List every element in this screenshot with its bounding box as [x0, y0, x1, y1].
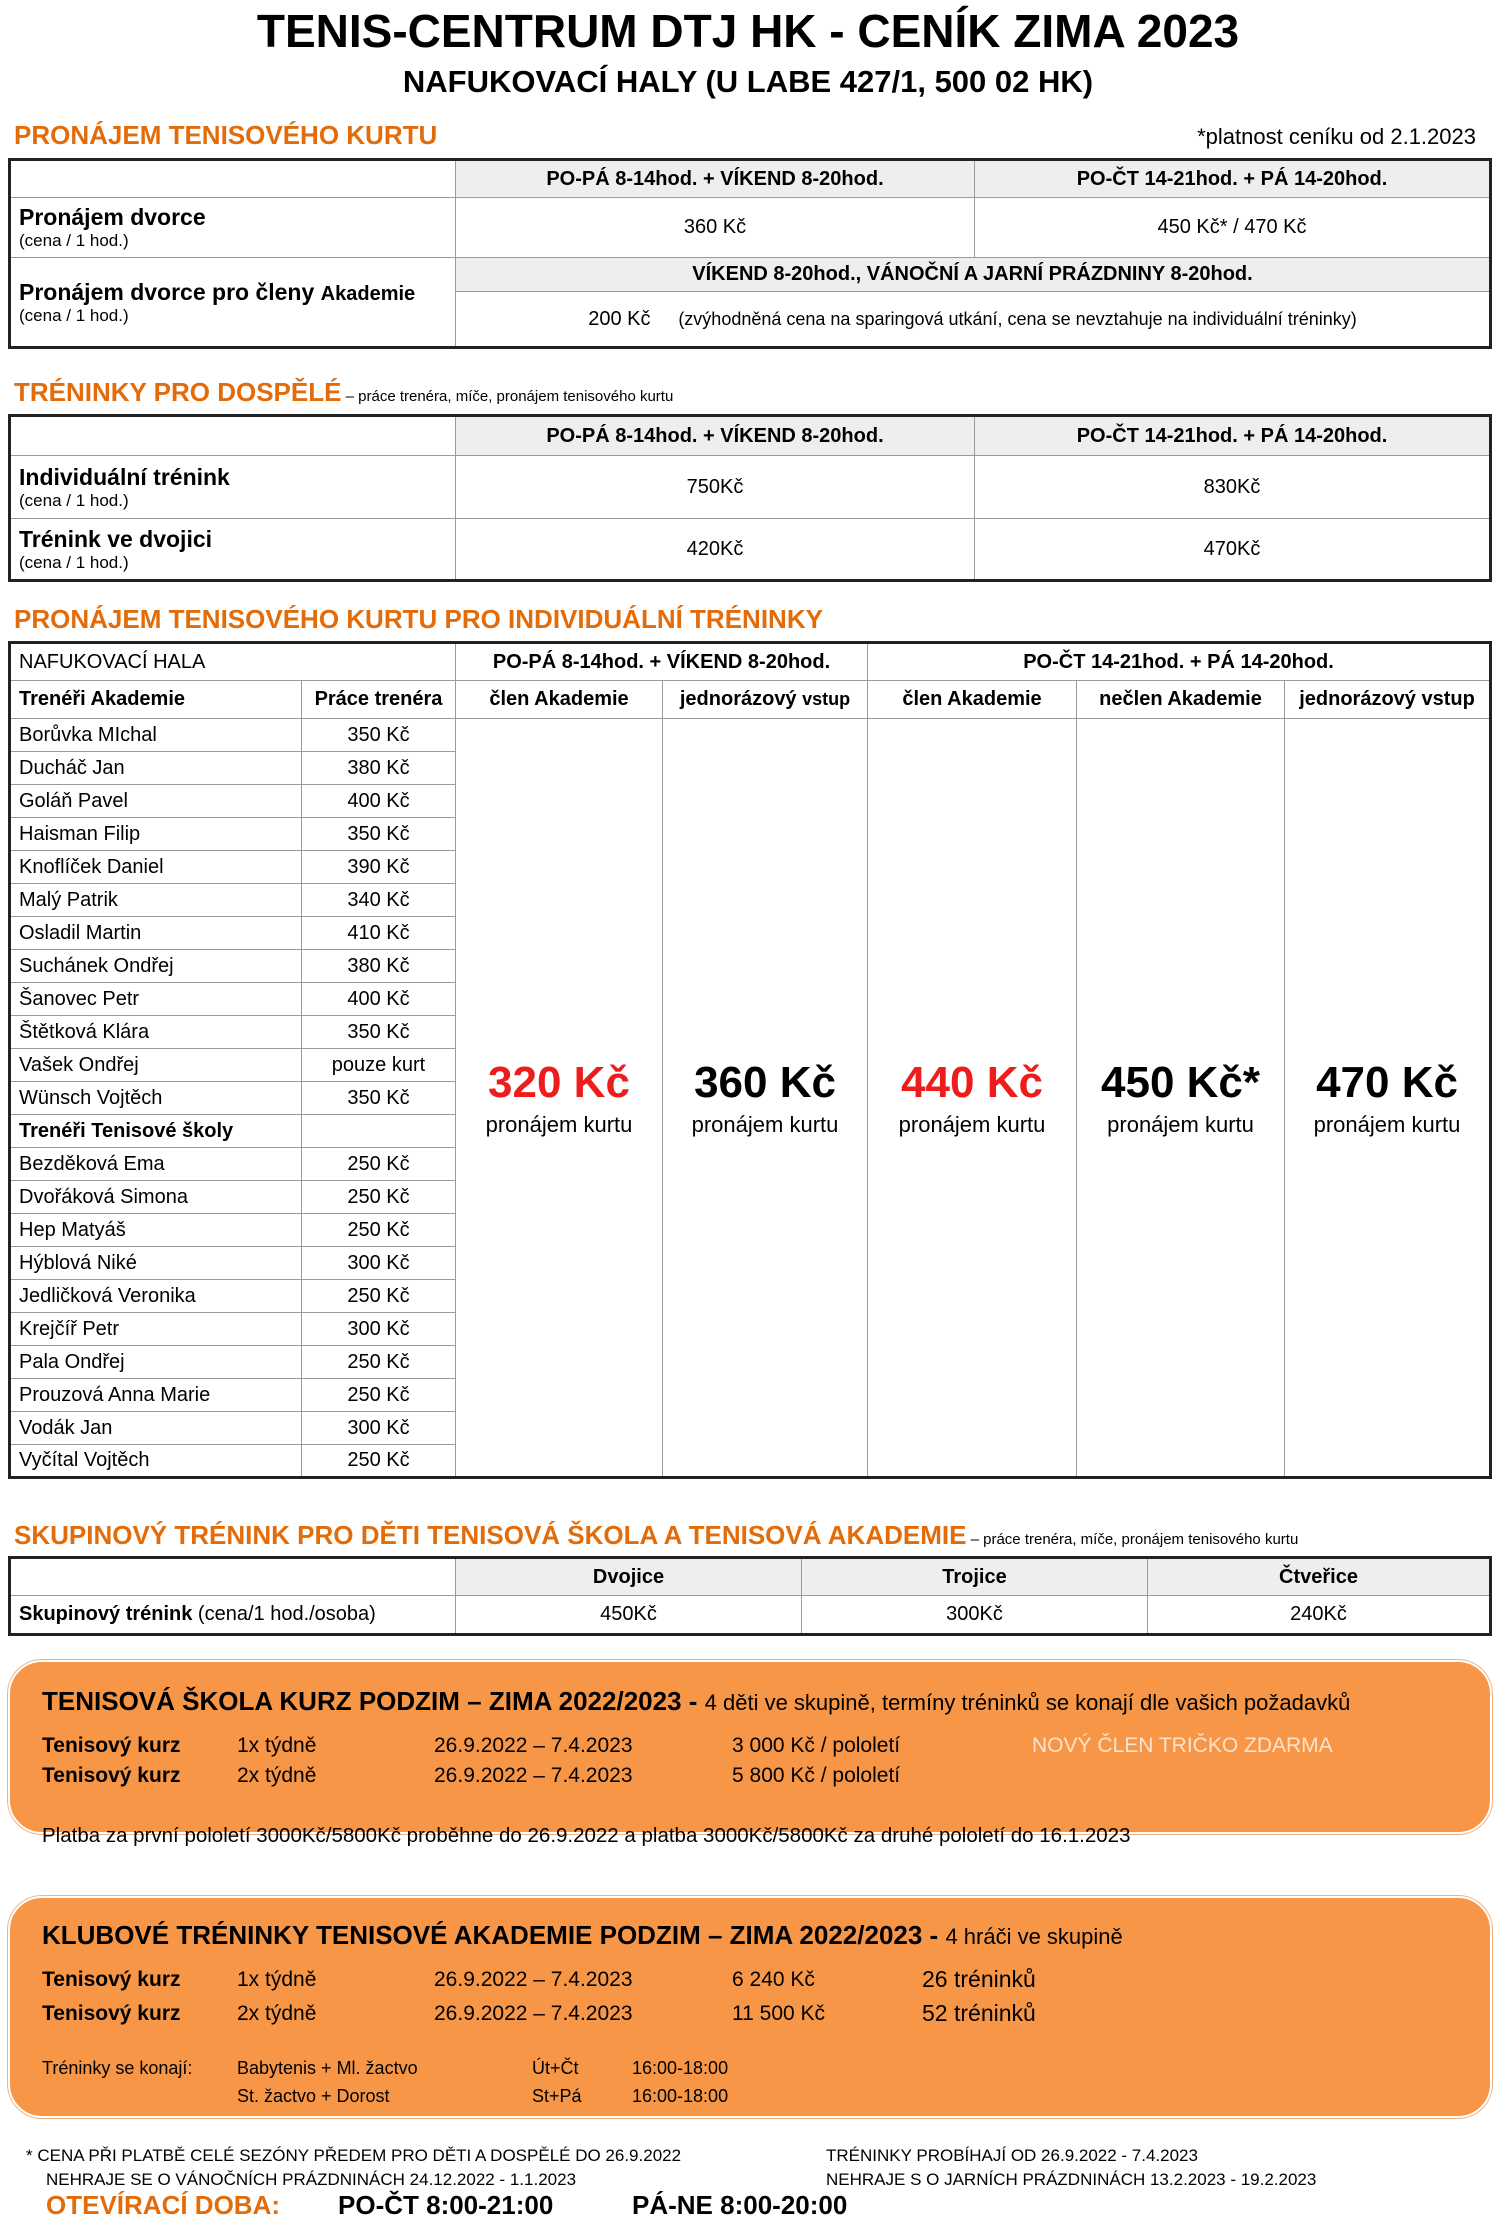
adult-training-table: [8, 414, 1492, 582]
section-adult-training-title: TRÉNINKY PRO DOSPĚLÉ – práce trenéra, míče, pronájem tenisového kurtu: [14, 377, 674, 407]
court-rental-table: [8, 158, 1492, 349]
trainer-price: 400 Kč: [302, 983, 456, 1016]
member-price-cell: [456, 292, 1491, 348]
col-header-peak: PO-ČT 14-21hod. + PÁ 14-20hod.: [975, 160, 1491, 198]
trainer-price: 380 Kč: [302, 752, 456, 785]
court-price-label: pronájem kurtu: [485, 1111, 633, 1137]
club-training-box: [8, 1896, 1492, 2118]
price-offpeak: 360 Kč: [456, 198, 975, 258]
new-member-promo: NOVÝ ČLEN TRIČKO ZDARMA: [1032, 1734, 1333, 1757]
empty-cell: [10, 416, 456, 456]
trainer-name: Dvořáková Simona: [10, 1181, 302, 1214]
trainer-price: 300 Kč: [302, 1412, 456, 1445]
price-list-validity: *platnost ceníku od 2.1.2023: [1197, 124, 1476, 149]
section-group-training-title: SKUPINOVÝ TRÉNINK PRO DĚTI TENISOVÁ ŠKOLA A TENISOVÁ AKADEMIE – práce trenéra, míče, pronájem tenisového kurtu: [14, 1520, 1299, 1550]
court-price-label: pronájem kurtu: [898, 1111, 1046, 1137]
trainer-name: Pala Ondřej: [10, 1346, 302, 1379]
page-subtitle: NAFUKOVACÍ HALY (U LABE 427/1, 500 02 HK): [402, 64, 1094, 99]
trainer-row: [10, 719, 1491, 752]
trainer-price: 250 Kč: [302, 1280, 456, 1313]
opening-hours-label: OTEVÍRACÍ DOBA:: [46, 2190, 280, 2220]
court-price-value: 450 Kč*: [1101, 1057, 1261, 1107]
opening-hours-weekday: PO-ČT 8:00-21:00: [338, 2190, 554, 2220]
club-training-title: KLUBOVÉ TRÉNINKY TENISOVÉ AKADEMIE PODZIM – ZIMA 2022/2023 - 4 hráči ve skupině: [42, 1920, 1123, 1950]
col-header-weekend-holidays: VÍKEND 8-20hod., VÁNOČNÍ A JARNÍ PRÁZDNINY 8-20hod.: [456, 258, 1491, 292]
course-row: Tenisový kurz 2x týdně 26.9.2022 – 7.4.2023 11 500 Kč 52 tréninků: [42, 2000, 1036, 2026]
schedule-row: St. žactvo + Dorost St+Pá 16:00-18:00: [237, 2086, 729, 2106]
col-header-trainer-work: Práce trenéra: [302, 681, 456, 719]
price-trio: 300Kč: [802, 1596, 1148, 1635]
col-header-offpeak: PO-PÁ 8-14hod. + VÍKEND 8-20hod.: [456, 160, 975, 198]
col-header-member: člen Akademie: [868, 681, 1077, 719]
row-sublabel: (cena / 1 hod.): [19, 231, 129, 250]
trainer-name: Knoflíček Daniel: [10, 851, 302, 884]
col-header-single-entry: jednorázový vstup: [1285, 681, 1491, 719]
court-price-value: 360 Kč: [694, 1057, 836, 1107]
trainer-price: pouze kurt: [302, 1049, 456, 1082]
court-price-cell: [1077, 719, 1285, 1478]
row-label-member-rental: Pronájem dvorce pro členy Akademie (cena / 1 hod.): [10, 258, 456, 348]
col-header-peak: PO-ČT 14-21hod. + PÁ 14-20hod.: [975, 416, 1491, 456]
price-offpeak: 420Kč: [456, 519, 975, 581]
price-offpeak: 750Kč: [456, 456, 975, 519]
court-price-label: pronájem kurtu: [1313, 1111, 1461, 1137]
col-header-peak: PO-ČT 14-21hod. + PÁ 14-20hod.: [868, 643, 1491, 681]
trainer-name: Borůvka MIchal: [10, 719, 302, 752]
section-court-rental-title: PRONÁJEM TENISOVÉHO KURTU: [14, 120, 438, 150]
empty-cell: [10, 160, 456, 198]
row-label-group: Skupinový trénink (cena/1 hod./osoba): [10, 1596, 456, 1635]
row-sublabel: (cena / 1 hod.): [19, 305, 129, 325]
trainer-price: 250 Kč: [302, 1181, 456, 1214]
trainer-price: 250 Kč: [302, 1346, 456, 1379]
footer-christmas-note: NEHRAJE SE O VÁNOČNÍCH PRÁZDNINÁCH 24.12.2022 - 1.1.2023: [46, 2170, 577, 2189]
row-label-pair: Trénink ve dvojici (cena / 1 hod.): [10, 519, 456, 581]
empty-cell: [10, 1558, 456, 1596]
trainer-name: Wünsch Vojtěch: [10, 1082, 302, 1115]
court-price-cell: [868, 719, 1077, 1478]
footer-training-period: TRÉNINKY PROBÍHAJÍ OD 26.9.2022 - 7.4.2023: [826, 2146, 1198, 2165]
trainer-name: Prouzová Anna Marie: [10, 1379, 302, 1412]
court-price-value: 320 Kč: [488, 1057, 630, 1107]
trainer-price: 250 Kč: [302, 1148, 456, 1181]
trainer-price: 250 Kč: [302, 1214, 456, 1247]
col-header-offpeak: PO-PÁ 8-14hod. + VÍKEND 8-20hod.: [456, 416, 975, 456]
trainer-name: Šanovec Petr: [10, 983, 302, 1016]
section-individual-court-title: PRONÁJEM TENISOVÉHO KURTU PRO INDIVIDUÁLNÍ TRÉNINKY: [14, 604, 823, 634]
col-header-trainers: Trenéři Akademie: [10, 681, 302, 719]
court-price-value: 440 Kč: [901, 1057, 1043, 1107]
price-peak: 470Kč: [975, 519, 1491, 581]
trainer-price: 300 Kč: [302, 1313, 456, 1346]
trainer-price: 410 Kč: [302, 917, 456, 950]
trainer-name: Hep Matyáš: [10, 1214, 302, 1247]
trainer-price: 350 Kč: [302, 1016, 456, 1049]
trainer-price: 350 Kč: [302, 1082, 456, 1115]
court-price-label: pronájem kurtu: [1107, 1111, 1254, 1137]
trainer-price: 390 Kč: [302, 851, 456, 884]
court-price-cell: [1285, 719, 1491, 1478]
footer-spring-note: NEHRAJE S O JARNÍCH PRÁZDNINÁCH 13.2.2023 - 19.2.2023: [826, 2170, 1317, 2189]
trainer-price: 250 Kč: [302, 1445, 456, 1478]
payment-note: Platba za první pololetí 3000Kč/5800Kč proběhne do 26.9.2022 a platba 3000Kč/5800Kč za druhé pololetí do 16.1.2023: [42, 1824, 1131, 1847]
col-header-single-entry: jednorázový vstup: [663, 681, 868, 719]
trainer-price: 350 Kč: [302, 719, 456, 752]
price-quad: 240Kč: [1148, 1596, 1491, 1635]
school-trainers-header: Trenéři Tenisové školy: [10, 1115, 302, 1148]
hall-label: NAFUKOVACÍ HALA: [10, 643, 456, 681]
trainer-name: Vodák Jan: [10, 1412, 302, 1445]
price-pair: 450Kč: [456, 1596, 802, 1635]
trainer-name: Štětková Klára: [10, 1016, 302, 1049]
col-header-quad: Čtveřice: [1148, 1558, 1491, 1596]
col-header-pair: Dvojice: [456, 1558, 802, 1596]
tennis-school-box: [8, 1660, 1492, 1847]
trainer-price: 400 Kč: [302, 785, 456, 818]
schedule-row: Tréninky se konají: Babytenis + Ml. žactvo Út+Čt 16:00-18:00: [42, 2058, 729, 2078]
price-peak: 830Kč: [975, 456, 1491, 519]
court-price-cell: [663, 719, 868, 1478]
tennis-school-title: TENISOVÁ ŠKOLA KURZ PODZIM – ZIMA 2022/2023 - 4 děti ve skupině, termíny tréninků se konají dle vašich požadavků: [42, 1686, 1351, 1716]
trainer-name: Krejčíř Petr: [10, 1313, 302, 1346]
col-header-member: člen Akademie: [456, 681, 663, 719]
trainer-name: Haisman Filip: [10, 818, 302, 851]
trainer-name: Vašek Ondřej: [10, 1049, 302, 1082]
trainer-price: 300 Kč: [302, 1247, 456, 1280]
trainer-price: 250 Kč: [302, 1379, 456, 1412]
trainer-name: Goláň Pavel: [10, 785, 302, 818]
group-training-table: [8, 1556, 1492, 1636]
member-price-note: (zvýhodněná cena na sparingová utkání, cena se nevztahuje na individuální tréninky): [678, 308, 1357, 329]
course-row: Tenisový kurz 1x týdně 26.9.2022 – 7.4.2023 3 000 Kč / pololetí NOVÝ ČLEN TRIČKO ZDARMA: [42, 1734, 1333, 1757]
trainer-name: Vyčítal Vojtěch: [10, 1445, 302, 1478]
trainer-name: Bezděková Ema: [10, 1148, 302, 1181]
empty-cell: [302, 1115, 456, 1148]
price-peak: 450 Kč* / 470 Kč: [975, 198, 1491, 258]
trainer-name: Ducháč Jan: [10, 752, 302, 785]
row-label-individual: Individuální trénink (cena / 1 hod.): [10, 456, 456, 519]
col-header-offpeak: PO-PÁ 8-14hod. + VÍKEND 8-20hod.: [456, 643, 868, 681]
trainer-price: 350 Kč: [302, 818, 456, 851]
trainer-name: Hýblová Niké: [10, 1247, 302, 1280]
trainer-name: Osladil Martin: [10, 917, 302, 950]
trainer-price: 380 Kč: [302, 950, 456, 983]
court-price-value: 470 Kč: [1316, 1057, 1458, 1107]
trainer-name: Suchánek Ondřej: [10, 950, 302, 983]
member-price: 200 Kč: [588, 307, 651, 330]
course-row: Tenisový kurz 2x týdně 26.9.2022 – 7.4.2023 5 800 Kč / pololetí: [42, 1764, 901, 1787]
trainer-name: Jedličková Veronika: [10, 1280, 302, 1313]
col-header-non-member: nečlen Akademie: [1077, 681, 1285, 719]
course-row: Tenisový kurz 1x týdně 26.9.2022 – 7.4.2023 6 240 Kč 26 tréninků: [42, 1966, 1036, 1992]
footer-prepay-note: * CENA PŘI PLATBĚ CELÉ SEZÓNY PŘEDEM PRO DĚTI A DOSPĚLÉ DO 26.9.2022: [26, 2146, 682, 2165]
trainer-price: 340 Kč: [302, 884, 456, 917]
page-title: TENIS-CENTRUM DTJ HK - CENÍK ZIMA 2023: [256, 5, 1240, 57]
trainer-name: Malý Patrik: [10, 884, 302, 917]
trainer-price-table: [8, 641, 1492, 1479]
col-header-trio: Trojice: [802, 1558, 1148, 1596]
row-label-court-rental: Pronájem dvorce (cena / 1 hod.): [10, 198, 456, 258]
opening-hours-weekend: PÁ-NE 8:00-20:00: [632, 2190, 848, 2220]
court-price-label: pronájem kurtu: [691, 1111, 839, 1137]
court-price-cell: [456, 719, 663, 1478]
